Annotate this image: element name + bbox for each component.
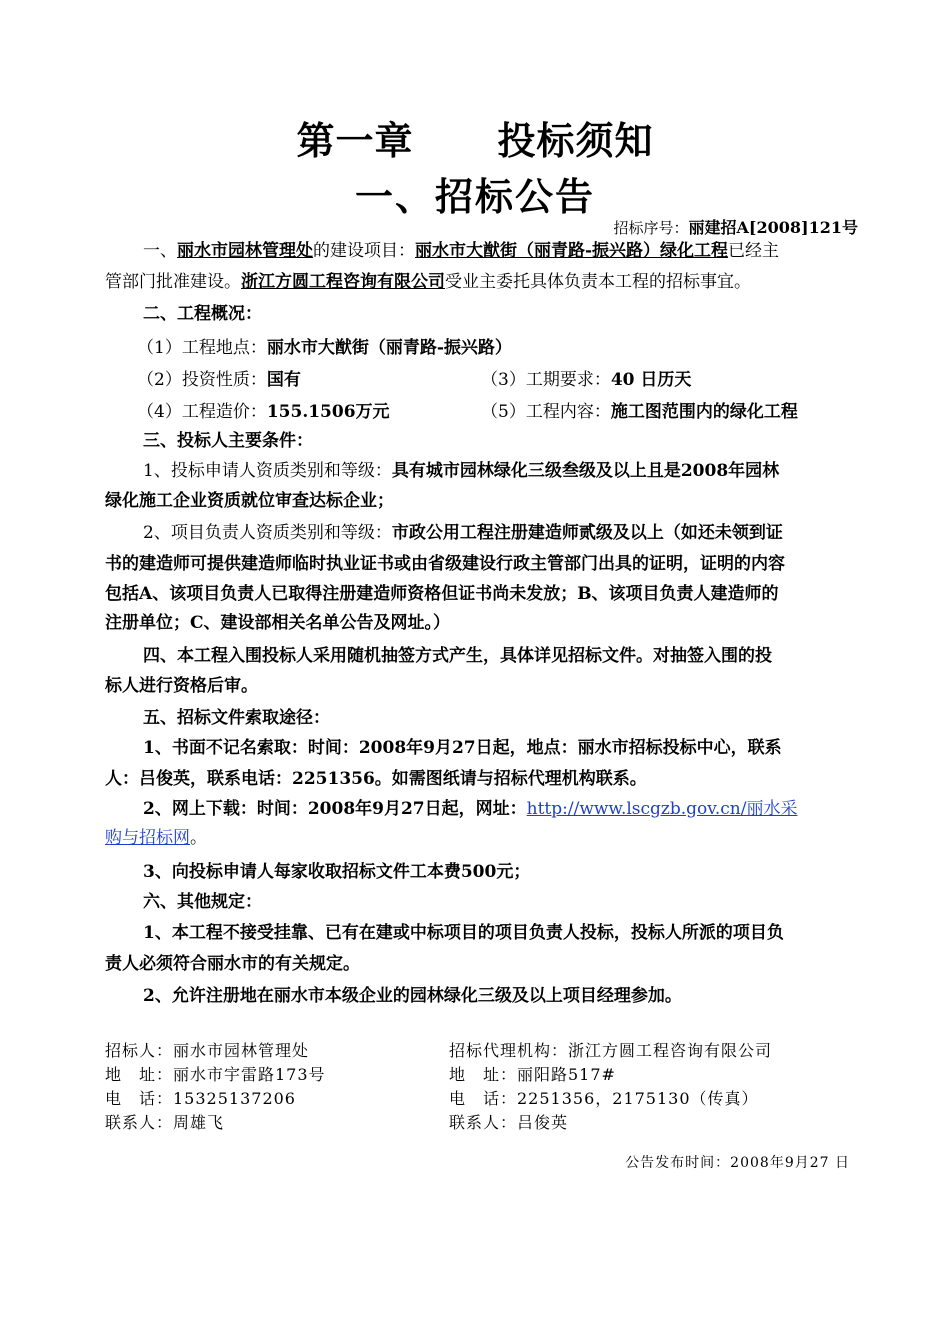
location-value: 丽水市大猷街（丽青路-振兴路） [266, 338, 512, 358]
content-row: （5）工程内容：施工图范围内的绿化工程 [481, 402, 798, 422]
condition-2-cont-2: 包括A、该项目负责人已取得注册建造师资格但证书尚未发放；B、该项目负责人建造师的 [105, 584, 779, 604]
conditions-heading: 三、投标人主要条件： [143, 431, 313, 451]
section5-item-3: 3、向投标申请人每家收取招标文件工本费500元； [143, 862, 531, 882]
location-row: （1）工程地点：丽水市大猷街（丽青路-振兴路） [137, 338, 512, 358]
tender-serial-value: 丽建招A[2008]121号 [688, 218, 858, 237]
footer-tenderer-contact: 联系人：周雄飞 [105, 1113, 225, 1132]
intro-line-1: 一、丽水市园林管理处的建设项目：丽水市大猷街（丽青路-振兴路）绿化工程已经主 [143, 241, 780, 261]
chapter-name: 投标须知 [497, 118, 654, 163]
condition-2-cont-1: 书的建造师可提供建造师临时执业证书或由省级建设行政主管部门出具的证明，证明的内容 [105, 554, 785, 574]
section5-item-1-cont: 人：吕俊英，联系电话：2251356。如需图纸请与招标代理机构联系。 [105, 769, 647, 789]
agent-name: 浙江方圆工程咨询有限公司 [241, 272, 445, 292]
section6-heading: 六、其他规定： [143, 892, 262, 912]
section6-rule-1-cont: 责人必须符合丽水市的有关规定。 [105, 954, 360, 974]
footer-agency-contact: 联系人：吕俊英 [449, 1113, 569, 1132]
section4-line-2: 标人进行资格后审。 [105, 676, 258, 696]
download-link[interactable]: http://www.lscgzb.gov.cn/丽水采 [526, 799, 798, 819]
section5-item-1: 1、书面不记名索取：时间：2008年9月27日起，地点：丽水市招标投标中心，联系 [143, 738, 782, 758]
chapter-title [0, 110, 950, 165]
project-name: 丽水市大猷街（丽青路-振兴路）绿化工程 [415, 241, 729, 261]
section6-rule-1: 1、本工程不接受挂靠、已有在建或中标项目的项目负责人投标，投标人所派的项目负 [143, 923, 784, 943]
footer-agency: 招标代理机构：浙江方圆工程咨询有限公司 [449, 1041, 773, 1060]
chapter-number: 第一章 [296, 118, 414, 163]
section5-heading: 五、招标文件索取途径： [143, 708, 330, 728]
intro-line-2: 管部门批准建设。浙江方圆工程咨询有限公司受业主委托具体负责本工程的招标事宜。 [105, 272, 751, 292]
section-title: 一、招标公告 [354, 174, 595, 219]
footer-tenderer-address: 地 址：丽水市宇雷路173号 [105, 1065, 326, 1084]
section5-item-2-cont: 购与招标网。 [105, 828, 207, 848]
footer-tenderer-phone: 电 话：15325137206 [105, 1089, 296, 1108]
tender-serial: 招标序号：丽建招A[2008]121号 [613, 218, 858, 237]
footer-agency-address: 地 址：丽阳路517# [449, 1065, 616, 1084]
condition-1-cont: 绿化施工企业资质就位审查达标企业； [105, 491, 394, 511]
condition-1: 1、投标申请人资质类别和等级：具有城市园林绿化三级叁级及以上且是2008年园林 [143, 461, 780, 481]
publish-date: 公告发布时间：2008年9月27 日 [625, 1155, 850, 1171]
overview-heading: 二、工程概况： [143, 304, 262, 324]
condition-2: 2、项目负责人资质类别和等级：市政公用工程注册建造师贰级及以上（如还未领到证 [143, 523, 783, 543]
section6-rule-2: 2、允许注册地在丽水市本级企业的园林绿化三级及以上项目经理参加。 [143, 986, 682, 1006]
period-row: （3）工期要求：40 日历天 [481, 370, 692, 390]
owner-name: 丽水市园林管理处 [177, 241, 313, 261]
invest-row: （2）投资性质：国有 [137, 370, 301, 390]
section4-line-1: 四、本工程入围投标人采用随机抽签方式产生，具体详见招标文件。对抽签入围的投 [143, 646, 772, 666]
footer-agency-phone: 电 话：2251356，2175130（传真） [449, 1089, 759, 1108]
download-link-cont[interactable]: 购与招标网 [105, 828, 190, 848]
section5-item-2: 2、网上下载：时间：2008年9月27日起，网址：http://www.lscgzb.gov.cn/丽水采 [143, 799, 798, 819]
cost-row: （4）工程造价：155.1506万元 [137, 402, 390, 422]
condition-2-cont-3: 注册单位；C、建设部相关名单公告及网址。） [105, 613, 451, 633]
footer-tenderer: 招标人：丽水市园林管理处 [105, 1041, 310, 1060]
